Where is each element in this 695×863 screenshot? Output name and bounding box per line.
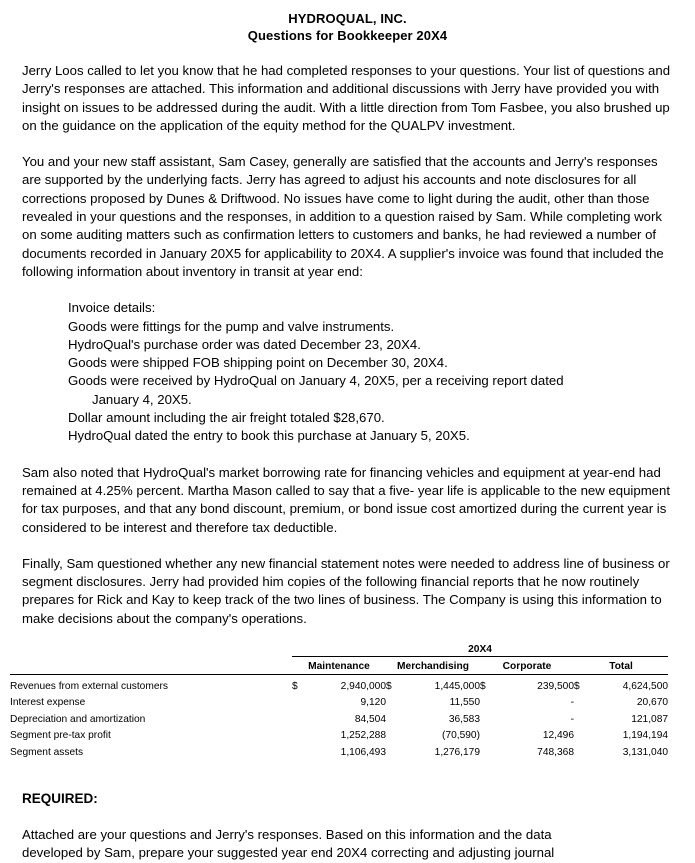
- table-header-merchandising: Merchandising: [386, 657, 480, 675]
- cell-corporate: 748,368: [537, 746, 574, 758]
- invoice-detail-item: HydroQual's purchase order was dated December 23, 20X4.: [68, 336, 421, 352]
- paragraph-staff-assistant: You and your new staff assistant, Sam Casey, generally are satisfied that the accounts and Jerry's responses are supported by the underlying facts. Jerry has agreed to adjust his accounts and note disclosures for all corrections proposed by Dunes & Driftwood. No issues have come to light during the audit, other than those revealed in your questions and the responses, in addition to a question raised by Sam. While completing work on some auditing matters such as confirmation letters to customers and banks, he had reviewed a number of documents recorded in January 20X5 for applicability to 20X4. A supplier's invoice was found that included the following information about inventory in transit at year end:: [22, 154, 664, 279]
- company-name: HYDROQUAL, INC.: [288, 11, 407, 26]
- cell-total: 4,624,500: [622, 680, 669, 692]
- spacer: [22, 808, 677, 826]
- segment-report-table: [10, 641, 668, 758]
- row-label: Revenues from external customers: [10, 680, 168, 692]
- document-subtitle: Questions for Bookkeeper 20X4: [247, 28, 448, 43]
- currency-symbol-empty: [574, 741, 592, 758]
- row-label: Depreciation and amortization: [10, 713, 146, 725]
- currency-symbol-empty: [292, 725, 310, 742]
- currency-symbol-empty: [386, 741, 404, 758]
- table-row: [10, 675, 668, 692]
- invoice-details-heading: Invoice details:: [68, 300, 156, 316]
- cell-maintenance: 84,504: [354, 713, 386, 725]
- cell-merchandising: 1,276,179: [434, 746, 480, 758]
- currency-symbol-empty: [292, 708, 310, 725]
- cell-corporate: -: [570, 697, 574, 709]
- table-header-total: Total: [574, 657, 668, 675]
- row-label: Segment assets: [10, 746, 84, 758]
- currency-symbol-empty: [292, 692, 310, 709]
- paragraph-intro: Jerry Loos called to let you know that he had completed responses to your questions. Your list of questions and Jerry's responses are attached. This information and additional discussions with Jerry have provided you with insight on issues to be addressed during the audit. With a little direction from Tom Fasbee, you also brushed up on the guidance on the application of the equity method for the QUALPV investment.: [22, 63, 671, 133]
- paragraph-borrowing-rate: Sam also noted that HydroQual's market borrowing rate for financing vehicles and equipment at year-end had remained at 4.25% percent. Martha Mason called to say that a five- year life is applicable to the new equipment for tax purposes, and that any bond discount, premium, or bond issue cost amortized during the current year is considered to be interest and therefore tax deductible.: [22, 464, 671, 535]
- table-header-corporate: Corporate: [480, 657, 574, 675]
- spacer: [22, 537, 677, 555]
- document-body: [0, 44, 695, 628]
- required-area: [0, 758, 695, 863]
- required-body-line-1: Attached are your questions and Jerry's responses. Based on this information and the data: [22, 826, 552, 842]
- cell-corporate: -: [570, 713, 574, 725]
- currency-symbol: $: [292, 680, 298, 692]
- table-year-header-row: [10, 641, 668, 657]
- invoice-detail-item: Goods were fittings for the pump and valve instruments.: [68, 318, 395, 334]
- table-row: [10, 741, 668, 758]
- cell-maintenance: 2,940,000: [340, 680, 386, 692]
- table-row: [10, 725, 668, 742]
- invoice-detail-item: Goods were shipped FOB shipping point on December 30, 20X4.: [68, 355, 448, 371]
- row-label: Segment pre-tax profit: [10, 730, 111, 742]
- currency-symbol: $: [480, 680, 486, 692]
- cell-total: 121,087: [631, 713, 669, 725]
- currency-symbol-empty: [480, 741, 498, 758]
- currency-symbol: $: [386, 680, 392, 692]
- invoice-detail-item: Goods were received by HydroQual on January 4, 20X5, per a receiving report dated: [68, 373, 564, 389]
- cell-corporate: 12,496: [542, 730, 574, 742]
- table-header-maintenance: Maintenance: [292, 657, 386, 675]
- invoice-details-block: [22, 299, 677, 445]
- document-title-block: [0, 0, 695, 44]
- cell-total: 1,194,194: [622, 730, 669, 742]
- cell-merchandising: 36,583: [448, 713, 480, 725]
- cell-merchandising: 1,445,000: [434, 680, 480, 692]
- row-label: Interest expense: [10, 697, 86, 709]
- cell-corporate: 239,500: [537, 680, 574, 692]
- currency-symbol-empty: [480, 708, 498, 725]
- spacer: [22, 446, 677, 464]
- spacer: [22, 758, 677, 776]
- currency-symbol-empty: [480, 692, 498, 709]
- spacer: [22, 281, 677, 299]
- table-row: [10, 708, 668, 725]
- cell-maintenance: 9,120: [360, 697, 386, 709]
- cell-merchandising: (70,590): [442, 730, 480, 742]
- table-year-label: 20X4: [292, 641, 668, 657]
- currency-symbol: $: [574, 680, 580, 692]
- table-row: [10, 692, 668, 709]
- table-corner-cell: [10, 641, 292, 657]
- cell-maintenance: 1,106,493: [340, 746, 386, 758]
- currency-symbol-empty: [574, 708, 592, 725]
- spacer: [22, 44, 677, 62]
- cell-total: 3,131,040: [622, 746, 669, 758]
- paragraph-segment-disclosures: Finally, Sam questioned whether any new financial statement notes were needed to address line of business or segment disclosures. Jerry had provided him copies of the following financial reports that he now routinely prepares for Rick and Kay to keep track of the two lines of business. The Company is using this information to make decisions about the company's operations.: [22, 555, 670, 626]
- required-body-line-2: developed by Sam, prepare your suggested year end 20X4 correcting and adjusting journal: [22, 845, 555, 861]
- spacer: [22, 776, 677, 790]
- currency-symbol-empty: [480, 725, 498, 742]
- currency-symbol-empty: [574, 725, 592, 742]
- invoice-detail-item: Dollar amount including the air freight totaled $28,670.: [68, 410, 385, 426]
- cell-merchandising: 11,550: [449, 697, 480, 709]
- spacer: [22, 135, 677, 153]
- invoice-detail-item: HydroQual dated the entry to book this purchase at January 5, 20X5.: [68, 428, 470, 444]
- cell-total: 20,670: [636, 697, 669, 709]
- table-header-blank: [10, 657, 292, 675]
- currency-symbol-empty: [574, 692, 592, 709]
- currency-symbol-empty: [386, 692, 404, 709]
- segment-table-container: [0, 641, 695, 758]
- cell-maintenance: 1,252,288: [340, 730, 386, 742]
- currency-symbol-empty: [292, 741, 310, 758]
- invoice-detail-item-continued: January 4, 20X5.: [92, 391, 192, 407]
- currency-symbol-empty: [386, 708, 404, 725]
- currency-symbol-empty: [386, 725, 404, 742]
- required-heading: REQUIRED:: [22, 790, 98, 806]
- table-column-header-row: [10, 657, 668, 675]
